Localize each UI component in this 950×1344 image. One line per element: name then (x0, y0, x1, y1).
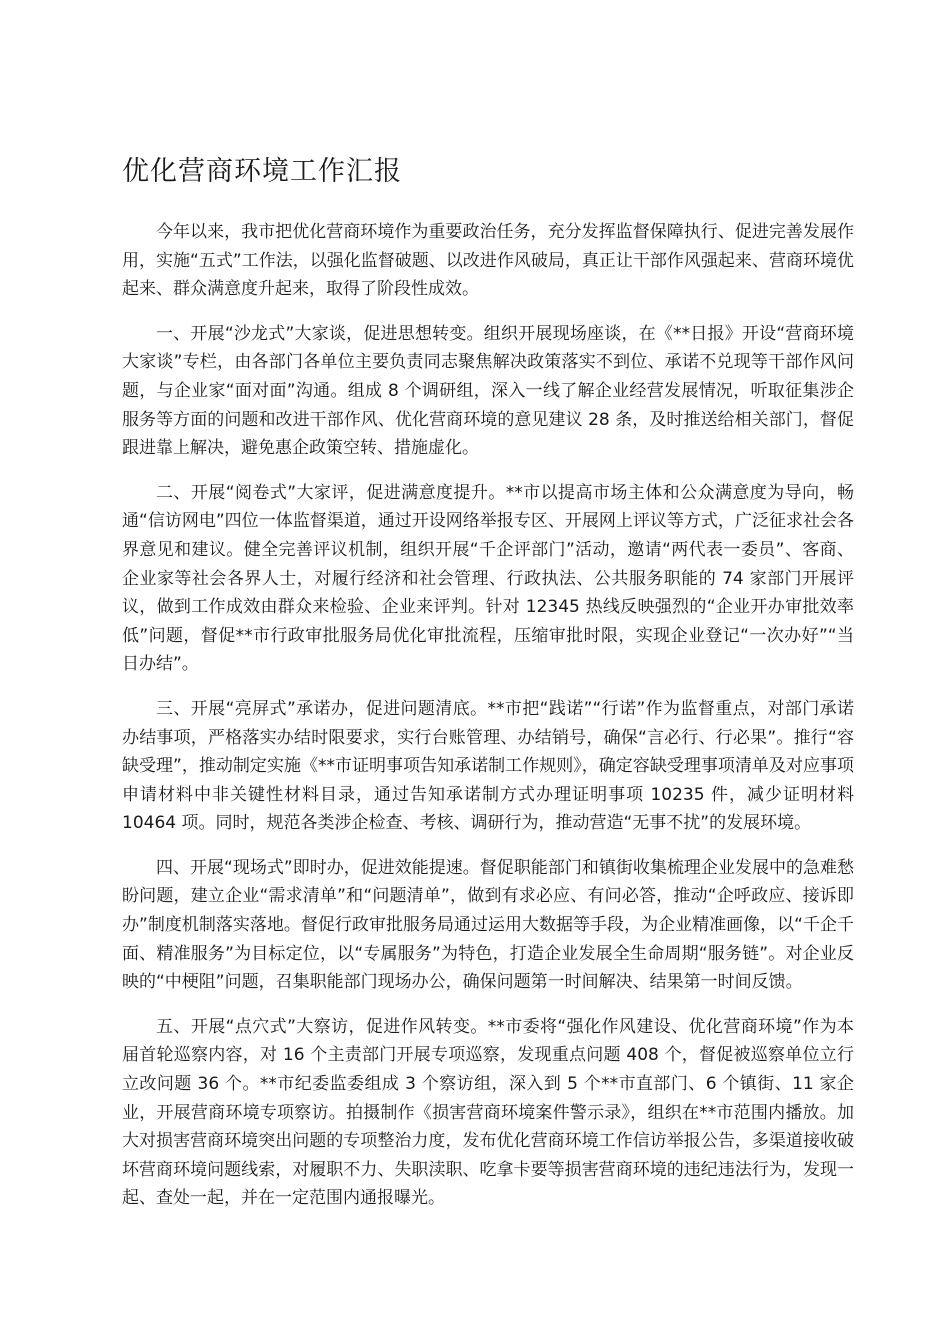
section-1-text: 组织开展现场座谈，在《**日报》开设“营商环境大家谈”专栏，由各部门各单位主要负责同志聚焦解决政策落实不到位、承诺不兑现等干部作风问题，与企业家“面对面”沟通。组成 8 个调研组，深入一线了解企业经营发展情况，听取征集涉企服务等方面的问题和改进干部作风、优化营商环境的意见建议 28 条，及时推送给相关部门，督促跟进靠上解决，避免惠企政策空转、措施虚化。 (122, 323, 854, 459)
section-3-heading: 三、开展“亮屏式”承诺办，促进问题清底。 (156, 698, 488, 719)
section-5-text: **市委将“强化作风建设、优化营商环境”作为本届首轮巡察内容，对 16 个主责部门开展专项巡察，发现重点问题 408 个，督促被巡察单位立行立改问题 36 个。**市纪委监委组成 3 个察访组，深入到 5 个**市直部门、6 个镇街、11 家企业，开展营商环境专项察访。拍摄制作《损害营商环境案件警示录》，组织在**市范围内播放。加大对损害营商环境突出问题的专项整治力度，发布优化营商环境工作信访举报公告，多渠道接收破坏营商环境问题线索，对履职不力、失职渎职、吃拿卡要等损害营商环境的违纪违法行为，发现一起、查处一起，并在一定范围内通报曝光。 (122, 1016, 854, 1209)
document-page (122, 150, 854, 1229)
section-4-paragraph (122, 854, 854, 997)
document-title: 优化营商环境工作汇报 (122, 156, 402, 187)
section-5-paragraph (122, 1013, 854, 1213)
section-1-heading: 一、开展“沙龙式”大家谈，促进思想转变。 (156, 323, 484, 344)
section-3-text: **市把“践诺”“行诺”作为监督重点，对部门承诺办结事项，严格落实办结时限要求，实行台账管理、办结销号，确保“言必行、行必果”。推行“容缺受理”，推动制定实施《**市证明事项告知承诺制工作规则》，确定容缺受理事项清单及对应事项申请材料中非关键性材料目录，通过告知承诺制方式办理证明事项 10235 件，减少证明材料 10464 项。同时，规范各类涉企检查、考核、调研行为，推动营造“无事不扰”的发展环境。 (122, 698, 854, 834)
section-4-heading: 四、开展“现场式”即时办，促进效能提速。 (156, 857, 480, 878)
section-5-heading: 五、开展“点穴式”大察访，促进作风转变。 (156, 1016, 488, 1037)
section-2-text: **市以提高市场主体和公众满意度为导向，畅通“信访网电”四位一体监督渠道，通过开设网络举报专区、开展网上评议等方式，广泛征求社会各界意见和建议。健全完善评议机制，组织开展“千企评部门”活动，邀请“两代表一委员”、客商、企业家等社会各界人士，对履行经济和社会管理、行政执法、公共服务职能的 74 家部门开展评议，做到工作成效由群众来检验、企业来评判。针对 12345 热线反映强烈的“企业开办审批效率低”问题，督促**市行政审批服务局优化审批流程，压缩审批时限，实现企业登记“一次办好”“当日办结”。 (122, 482, 855, 675)
section-2-heading: 二、开展“阅卷式”大家评，促进满意度提升。 (156, 482, 506, 503)
section-4-text: 督促职能部门和镇街收集梳理企业发展中的急难愁盼问题，建立企业“需求清单”和“问题清单”，做到有求必应、有问必答，推动“企呼政应、接诉即办”制度机制落实落地。督促行政审批服务局通过运用大数据等手段，为企业精准画像，以“千企千面、精准服务”为目标定位，以“专属服务”为特色，打造企业发展全生命周期“服务链”。对企业反映的“中梗阻”问题，召集职能部门现场办公，确保问题第一时间解决、结果第一时间反馈。 (122, 857, 854, 993)
section-2-paragraph (122, 479, 854, 679)
intro-paragraph (122, 218, 854, 304)
section-1-paragraph (122, 320, 854, 463)
paragraph-text: 今年以来，我市把优化营商环境作为重要政治任务，充分发挥监督保障执行、促进完善发展作用，实施“五式”工作法，以强化监督破题、以改进作风破局，真正让干部作风强起来、营商环境优起来、群众满意度升起来，取得了阶段性成效。 (122, 222, 854, 300)
section-3-paragraph (122, 695, 854, 838)
